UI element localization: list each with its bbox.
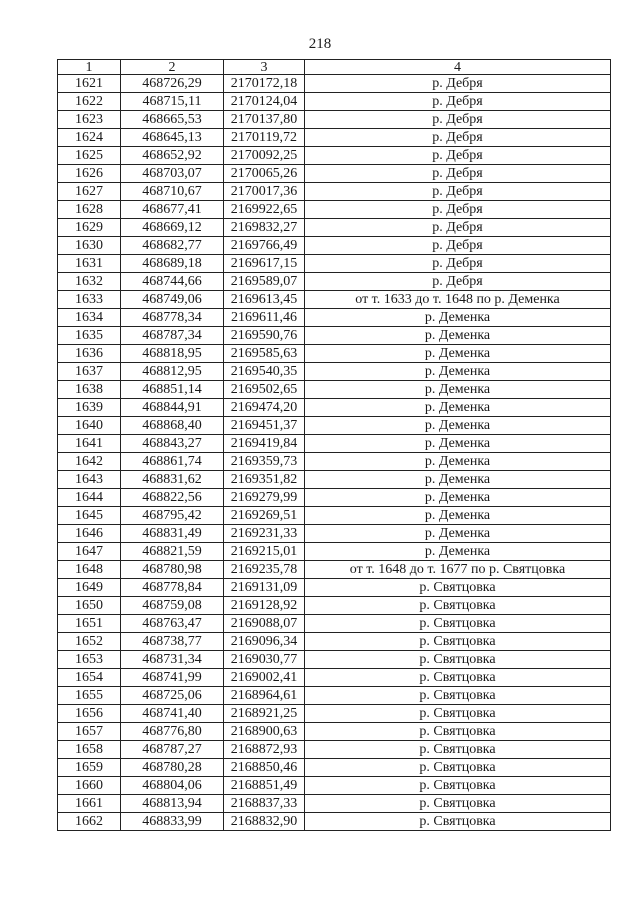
cell-y-coordinate: 2170065,26: [224, 165, 305, 183]
cell-point-number: 1656: [58, 705, 121, 723]
table-row: [58, 165, 611, 183]
cell-point-number: 1661: [58, 795, 121, 813]
table-row: [58, 795, 611, 813]
cell-point-number: 1624: [58, 129, 121, 147]
cell-y-coordinate: 2169590,76: [224, 327, 305, 345]
cell-x-coordinate: 468749,06: [121, 291, 224, 309]
cell-point-number: 1627: [58, 183, 121, 201]
table-row: [58, 399, 611, 417]
cell-description: р. Деменка: [305, 399, 611, 417]
cell-x-coordinate: 468710,67: [121, 183, 224, 201]
cell-y-coordinate: 2169269,51: [224, 507, 305, 525]
cell-point-number: 1621: [58, 75, 121, 93]
cell-x-coordinate: 468726,29: [121, 75, 224, 93]
coordinates-table: [57, 59, 611, 831]
table-row: [58, 669, 611, 687]
cell-y-coordinate: 2169589,07: [224, 273, 305, 291]
cell-x-coordinate: 468652,92: [121, 147, 224, 165]
table-row: [58, 471, 611, 489]
cell-point-number: 1642: [58, 453, 121, 471]
cell-point-number: 1625: [58, 147, 121, 165]
cell-x-coordinate: 468741,40: [121, 705, 224, 723]
cell-y-coordinate: 2169922,65: [224, 201, 305, 219]
cell-y-coordinate: 2170092,25: [224, 147, 305, 165]
cell-point-number: 1641: [58, 435, 121, 453]
table-row: [58, 183, 611, 201]
cell-point-number: 1629: [58, 219, 121, 237]
cell-x-coordinate: 468778,84: [121, 579, 224, 597]
cell-point-number: 1647: [58, 543, 121, 561]
cell-point-number: 1643: [58, 471, 121, 489]
table-row: [58, 237, 611, 255]
table-row: [58, 291, 611, 309]
table-row: [58, 345, 611, 363]
cell-description: от т. 1633 до т. 1648 по р. Деменка: [305, 291, 611, 309]
page-number: 218: [308, 36, 332, 52]
cell-point-number: 1649: [58, 579, 121, 597]
cell-description: р. Дебря: [305, 237, 611, 255]
cell-y-coordinate: 2169585,63: [224, 345, 305, 363]
cell-description: р. Деменка: [305, 327, 611, 345]
cell-x-coordinate: 468804,06: [121, 777, 224, 795]
cell-description: р. Деменка: [305, 345, 611, 363]
cell-description: р. Деменка: [305, 489, 611, 507]
column-header-description: 4: [305, 60, 611, 75]
cell-description: р. Дебря: [305, 201, 611, 219]
cell-description: р. Дебря: [305, 255, 611, 273]
cell-point-number: 1652: [58, 633, 121, 651]
cell-point-number: 1648: [58, 561, 121, 579]
table-row: [58, 525, 611, 543]
table-row: [58, 381, 611, 399]
cell-y-coordinate: 2169502,65: [224, 381, 305, 399]
cell-description: р. Дебря: [305, 93, 611, 111]
table-row: [58, 75, 611, 93]
cell-x-coordinate: 468831,49: [121, 525, 224, 543]
cell-y-coordinate: 2169540,35: [224, 363, 305, 381]
cell-y-coordinate: 2168921,25: [224, 705, 305, 723]
cell-description: р. Святцовка: [305, 633, 611, 651]
cell-description: р. Дебря: [305, 273, 611, 291]
cell-y-coordinate: 2169215,01: [224, 543, 305, 561]
cell-y-coordinate: 2168900,63: [224, 723, 305, 741]
cell-y-coordinate: 2169235,78: [224, 561, 305, 579]
cell-y-coordinate: 2170124,04: [224, 93, 305, 111]
cell-y-coordinate: 2169611,46: [224, 309, 305, 327]
cell-x-coordinate: 468831,62: [121, 471, 224, 489]
cell-x-coordinate: 468812,95: [121, 363, 224, 381]
cell-x-coordinate: 468738,77: [121, 633, 224, 651]
cell-point-number: 1630: [58, 237, 121, 255]
cell-x-coordinate: 468821,59: [121, 543, 224, 561]
cell-x-coordinate: 468818,95: [121, 345, 224, 363]
cell-y-coordinate: 2168850,46: [224, 759, 305, 777]
cell-point-number: 1633: [58, 291, 121, 309]
cell-y-coordinate: 2169279,99: [224, 489, 305, 507]
table-row: [58, 543, 611, 561]
cell-description: р. Святцовка: [305, 687, 611, 705]
cell-x-coordinate: 468778,34: [121, 309, 224, 327]
cell-x-coordinate: 468795,42: [121, 507, 224, 525]
cell-y-coordinate: 2168872,93: [224, 741, 305, 759]
cell-x-coordinate: 468669,12: [121, 219, 224, 237]
cell-y-coordinate: 2168832,90: [224, 813, 305, 831]
cell-x-coordinate: 468759,08: [121, 597, 224, 615]
cell-description: р. Святцовка: [305, 651, 611, 669]
cell-description: р. Деменка: [305, 471, 611, 489]
cell-x-coordinate: 468833,99: [121, 813, 224, 831]
cell-x-coordinate: 468787,34: [121, 327, 224, 345]
table-row: [58, 741, 611, 759]
table-row: [58, 813, 611, 831]
cell-point-number: 1660: [58, 777, 121, 795]
table-row: [58, 147, 611, 165]
cell-x-coordinate: 468744,66: [121, 273, 224, 291]
cell-point-number: 1637: [58, 363, 121, 381]
cell-y-coordinate: 2169832,27: [224, 219, 305, 237]
column-header-x-coordinate: 2: [121, 60, 224, 75]
cell-point-number: 1645: [58, 507, 121, 525]
cell-x-coordinate: 468861,74: [121, 453, 224, 471]
cell-y-coordinate: 2169359,73: [224, 453, 305, 471]
cell-description: р. Дебря: [305, 165, 611, 183]
cell-point-number: 1659: [58, 759, 121, 777]
table-row: [58, 489, 611, 507]
cell-description: р. Дебря: [305, 129, 611, 147]
cell-point-number: 1650: [58, 597, 121, 615]
table-row: [58, 363, 611, 381]
table-body: [58, 75, 611, 831]
cell-point-number: 1657: [58, 723, 121, 741]
cell-point-number: 1631: [58, 255, 121, 273]
table-row: [58, 129, 611, 147]
cell-point-number: 1639: [58, 399, 121, 417]
table-row: [58, 579, 611, 597]
table-row: [58, 507, 611, 525]
cell-y-coordinate: 2169128,92: [224, 597, 305, 615]
cell-x-coordinate: 468645,13: [121, 129, 224, 147]
table-row: [58, 219, 611, 237]
cell-description: р. Деменка: [305, 543, 611, 561]
table-row: [58, 327, 611, 345]
cell-y-coordinate: 2170137,80: [224, 111, 305, 129]
cell-description: р. Дебря: [305, 183, 611, 201]
cell-description: р. Деменка: [305, 507, 611, 525]
table-row: [58, 309, 611, 327]
cell-description: р. Деменка: [305, 417, 611, 435]
cell-y-coordinate: 2170172,18: [224, 75, 305, 93]
cell-description: р. Деменка: [305, 453, 611, 471]
column-header-y-coordinate: 3: [224, 60, 305, 75]
table-row: [58, 453, 611, 471]
cell-x-coordinate: 468677,41: [121, 201, 224, 219]
cell-y-coordinate: 2169451,37: [224, 417, 305, 435]
cell-x-coordinate: 468715,11: [121, 93, 224, 111]
table-row: [58, 201, 611, 219]
cell-x-coordinate: 468689,18: [121, 255, 224, 273]
cell-y-coordinate: 2168837,33: [224, 795, 305, 813]
table-row: [58, 597, 611, 615]
cell-point-number: 1626: [58, 165, 121, 183]
cell-description: р. Святцовка: [305, 813, 611, 831]
column-header-point-number: 1: [58, 60, 121, 75]
cell-x-coordinate: 468776,80: [121, 723, 224, 741]
table-row: [58, 705, 611, 723]
cell-description: р. Деменка: [305, 381, 611, 399]
cell-description: р. Деменка: [305, 309, 611, 327]
cell-description: р. Святцовка: [305, 723, 611, 741]
cell-point-number: 1644: [58, 489, 121, 507]
cell-y-coordinate: 2170017,36: [224, 183, 305, 201]
cell-x-coordinate: 468682,77: [121, 237, 224, 255]
cell-description: р. Святцовка: [305, 615, 611, 633]
cell-point-number: 1623: [58, 111, 121, 129]
table-header-row: [58, 60, 611, 75]
cell-x-coordinate: 468851,14: [121, 381, 224, 399]
table-row: [58, 417, 611, 435]
cell-x-coordinate: 468844,91: [121, 399, 224, 417]
cell-x-coordinate: 468763,47: [121, 615, 224, 633]
table-row: [58, 615, 611, 633]
cell-x-coordinate: 468843,27: [121, 435, 224, 453]
cell-description: р. Дебря: [305, 147, 611, 165]
table-row: [58, 651, 611, 669]
cell-x-coordinate: 468813,94: [121, 795, 224, 813]
cell-point-number: 1653: [58, 651, 121, 669]
table-row: [58, 777, 611, 795]
cell-point-number: 1655: [58, 687, 121, 705]
cell-x-coordinate: 468780,98: [121, 561, 224, 579]
cell-y-coordinate: 2169617,15: [224, 255, 305, 273]
table-row: [58, 111, 611, 129]
cell-y-coordinate: 2168851,49: [224, 777, 305, 795]
cell-x-coordinate: 468868,40: [121, 417, 224, 435]
cell-y-coordinate: 2169351,82: [224, 471, 305, 489]
table-row: [58, 435, 611, 453]
cell-y-coordinate: 2169002,41: [224, 669, 305, 687]
cell-description: р. Святцовка: [305, 777, 611, 795]
cell-point-number: 1662: [58, 813, 121, 831]
cell-description: р. Деменка: [305, 525, 611, 543]
cell-description: р. Деменка: [305, 435, 611, 453]
cell-y-coordinate: 2169131,09: [224, 579, 305, 597]
cell-y-coordinate: 2169766,49: [224, 237, 305, 255]
cell-description: р. Святцовка: [305, 669, 611, 687]
cell-x-coordinate: 468665,53: [121, 111, 224, 129]
cell-point-number: 1640: [58, 417, 121, 435]
cell-point-number: 1635: [58, 327, 121, 345]
cell-x-coordinate: 468703,07: [121, 165, 224, 183]
cell-description: р. Святцовка: [305, 705, 611, 723]
table-row: [58, 759, 611, 777]
cell-y-coordinate: 2170119,72: [224, 129, 305, 147]
table-row: [58, 723, 611, 741]
cell-point-number: 1646: [58, 525, 121, 543]
cell-y-coordinate: 2168964,61: [224, 687, 305, 705]
cell-point-number: 1654: [58, 669, 121, 687]
cell-y-coordinate: 2169419,84: [224, 435, 305, 453]
cell-point-number: 1651: [58, 615, 121, 633]
table-row: [58, 93, 611, 111]
cell-x-coordinate: 468725,06: [121, 687, 224, 705]
cell-point-number: 1632: [58, 273, 121, 291]
cell-point-number: 1636: [58, 345, 121, 363]
table-row: [58, 633, 611, 651]
cell-x-coordinate: 468741,99: [121, 669, 224, 687]
cell-description: р. Дебря: [305, 111, 611, 129]
cell-description: от т. 1648 до т. 1677 по р. Святцовка: [305, 561, 611, 579]
cell-point-number: 1628: [58, 201, 121, 219]
cell-description: р. Святцовка: [305, 597, 611, 615]
cell-description: р. Святцовка: [305, 759, 611, 777]
cell-description: р. Дебря: [305, 219, 611, 237]
cell-y-coordinate: 2169030,77: [224, 651, 305, 669]
cell-description: р. Деменка: [305, 363, 611, 381]
cell-y-coordinate: 2169088,07: [224, 615, 305, 633]
cell-y-coordinate: 2169613,45: [224, 291, 305, 309]
table-row: [58, 687, 611, 705]
table-row: [58, 561, 611, 579]
cell-x-coordinate: 468731,34: [121, 651, 224, 669]
cell-y-coordinate: 2169474,20: [224, 399, 305, 417]
cell-description: р. Дебря: [305, 75, 611, 93]
cell-point-number: 1634: [58, 309, 121, 327]
cell-y-coordinate: 2169096,34: [224, 633, 305, 651]
cell-point-number: 1638: [58, 381, 121, 399]
cell-point-number: 1622: [58, 93, 121, 111]
cell-description: р. Святцовка: [305, 795, 611, 813]
cell-x-coordinate: 468780,28: [121, 759, 224, 777]
cell-x-coordinate: 468787,27: [121, 741, 224, 759]
cell-x-coordinate: 468822,56: [121, 489, 224, 507]
table-row: [58, 273, 611, 291]
cell-point-number: 1658: [58, 741, 121, 759]
cell-y-coordinate: 2169231,33: [224, 525, 305, 543]
table-row: [58, 255, 611, 273]
cell-description: р. Святцовка: [305, 579, 611, 597]
cell-description: р. Святцовка: [305, 741, 611, 759]
